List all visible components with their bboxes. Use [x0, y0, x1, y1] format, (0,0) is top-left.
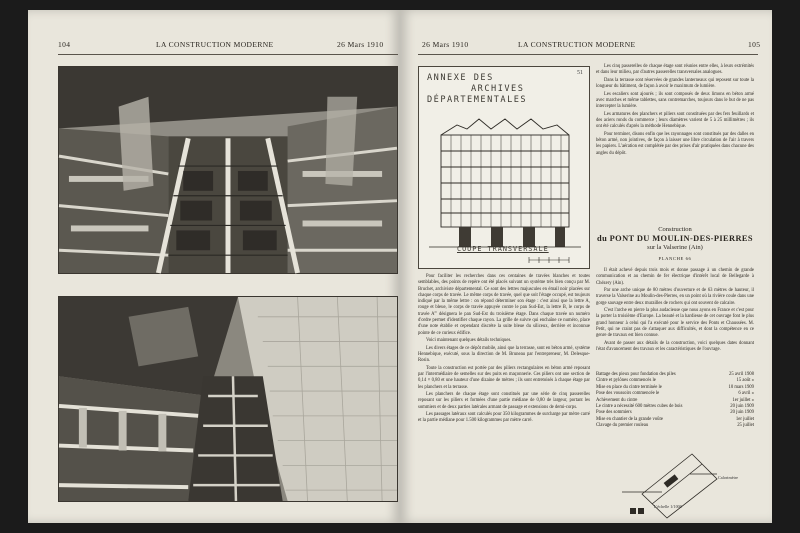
date-row: Le cintre a nécessité 600 mètres cubes de bois 20 juin 1909	[596, 403, 754, 409]
right-column-top-text: Les cinq passerelles de chaque étage sont réunies entre elles, à leurs extrémités et dans leur milieu, par d'autres passerelles transversales analogues. Dans la terrasse sont réservées de grandes lanterneaux qui reposent sur toute la longueur du bâtiment, de façon à avoir le maximum de lumière. Les escaliers sont ajourés ; ils sont composés de deux limons en béton armé avec marches et même tablettes, sans contremarches, toujours dans le but de ne pas intercepter la lumière. Les armatures des planchers et piliers sont constituées par des fers feuillards et des aciers ronds du commerce ; leurs diamètres varient de 5 à 25 millimètres ; ils ont été calculés d'après la méthode Hennebique. Pour terminer, disons enfin que les rayonnages sont constitués par des dalles en béton armé, non jointives, de façon à laisser une libre circulation de l'air à travers les papiers. L'aération est complétée par des prises d'air pratiquées dans chacune des angles du dépôt.	[596, 64, 755, 156]
plan-cut-label: COUPE TRANSVERSALE	[457, 245, 549, 253]
construction-dates-list	[596, 372, 754, 430]
left-page-text-column: Pour faciliter les recherches dans ces centaines de travées blanches et toutes semblables, des points de repère ont été placés suivant un système très bien conçu par M. Bruchet, archiviste départemental. Ce sont des lettres majuscules en émail noir placées sur chaque corps de travée. Le même corps de travée, quel que soit l'étage occupé, est toujours indiqué par la même lettre : on répond déterminer son étage : c'est ainsi que la lettre A, rouge et bleue, le corps de travée appuyée contre le pan Sud-Est, la lettre B, le corps de travée A''' désignera le pan Sud-Est du troisième étage. Dans chaque travée un numéro d'ordre permet d'identifier chaque rayon. La grille de suivre qui enchaîne ce numéro, place d'une note établie et cependant discrète la suite bleue du siliceux, derrière et inconnue pointe de ce curieux édifice. Voici maintenant quelques détails techniques. Les divers étages de ce dépôt mobile, ainsi que la terrasse, sont en béton armé, système Hennebique, exécuté, sous la direction de M. Bruneau par l'entrepreneur, M. Delesque-Rosin. Toute la construction est portée par des piliers rectangulaires en béton armé reposant par l'intermédiaire de semelles sur des puits en maçonnerie. Ces piliers ont une section de 0,14 × 0,80 et une hauteur d'une dizaine de mètres ; ils sont entretoisés à chaque étage par les planchers et la terrasse. Les planchers de chaque étage sont constitués par une série de cinq passerelles reposant sur les piliers et formées d'une partie médiane de 0,80 de largeur, portant les sommiers et de deux parties latérales armant de passage et extensions de demi-corps. Les passages latéraux sont calculés pour 350 kilogrammes de surcharge par mètre carré et la partie médiane pour 1.500 kilogrammes par mètre carré.	[418, 274, 590, 424]
page-number-right: 105	[748, 40, 761, 49]
header-rule-right	[418, 54, 758, 55]
header-rule-left	[58, 54, 398, 55]
plan-number: 51	[577, 70, 583, 76]
issue-date-left: 26 Mars 1910	[337, 40, 384, 49]
date-row: Clavage du premier rouleau 25 juillet	[596, 423, 754, 429]
running-head-right	[400, 40, 772, 52]
date-row: Mise en chantier de la grande voûte 1er juillet	[596, 416, 754, 422]
stack-perspective-image	[59, 67, 397, 273]
plan-title: ANNEXE DES ARCHIVES DÉPARTEMENTALES	[427, 73, 528, 105]
page-number-left: 104	[58, 40, 71, 49]
left-page	[28, 10, 400, 523]
stack-upward-image	[59, 297, 397, 501]
right-page	[400, 10, 772, 523]
bridge-article-heading: Construction du PONT DU MOULIN-DES-PIERRES sur la Valserine (Ain) PLANCHE 66	[597, 226, 753, 261]
date-row: Pose des voussoirs commencée le 6 avril »	[596, 391, 754, 397]
archive-interior-photo-bottom	[58, 296, 398, 502]
date-row: Achèvement du cintre 1er juillet »	[596, 397, 754, 403]
date-row: Cintre et pylônes commencés le 15 août »	[596, 378, 754, 384]
cross-section-plan	[418, 66, 590, 269]
date-row: Pose des sommiers 20 juin 1909	[596, 410, 754, 416]
issue-date-right: 26 Mars 1910	[422, 40, 469, 49]
journal-title-left: LA CONSTRUCTION MODERNE	[156, 40, 274, 49]
date-row: Mise en place du cintre terminée le 10 mars 1909	[596, 384, 754, 390]
cross-section-drawing	[419, 67, 591, 270]
sketch-scale-label: L'échelle 1/1000	[654, 504, 682, 509]
sketch-note-label: Calorimètre	[718, 475, 738, 480]
journal-title-right: LA CONSTRUCTION MODERNE	[518, 40, 636, 49]
running-head-left	[28, 40, 400, 52]
archive-interior-photo-top	[58, 66, 398, 274]
bridge-article-text: Il était achevé depuis trois mois et donne passage à un chemin de grande communication et au chemin de fer électrique d'intérêt local de Bellegarde à Chézery (Ain). Par une arche unique de 80 mètres d'ouverture et de 63 mètres de hauteur, il traverse la Valserine au Moulin-des-Pierres, en un point où la rivière coule dans une gorge sauvage entre deux murailles de rochers qui ont souvent de calcaire. C'est l'arche en pierre la plus audacieuse que nous ayons en France et c'est pour la porter la troisième d'Europe. La beauté et la hardiesse de cet ouvrage font le plus grand honneur à celui qui l'a exécuté pour le service des Ponts et Chaussées. M. Petit, qui ne craint pas de s'attaquer aux difficultés, et dont la compétence en ce genre de travaux est bien connue. Avant de passer aux détails de la construction, voici quelques dates donnant l'état d'avancement des travaux et les caractéristiques de l'ouvrage.	[596, 268, 754, 353]
date-row: Battage des pieux pour fondation des piles 25 avril 1908	[596, 372, 754, 377]
